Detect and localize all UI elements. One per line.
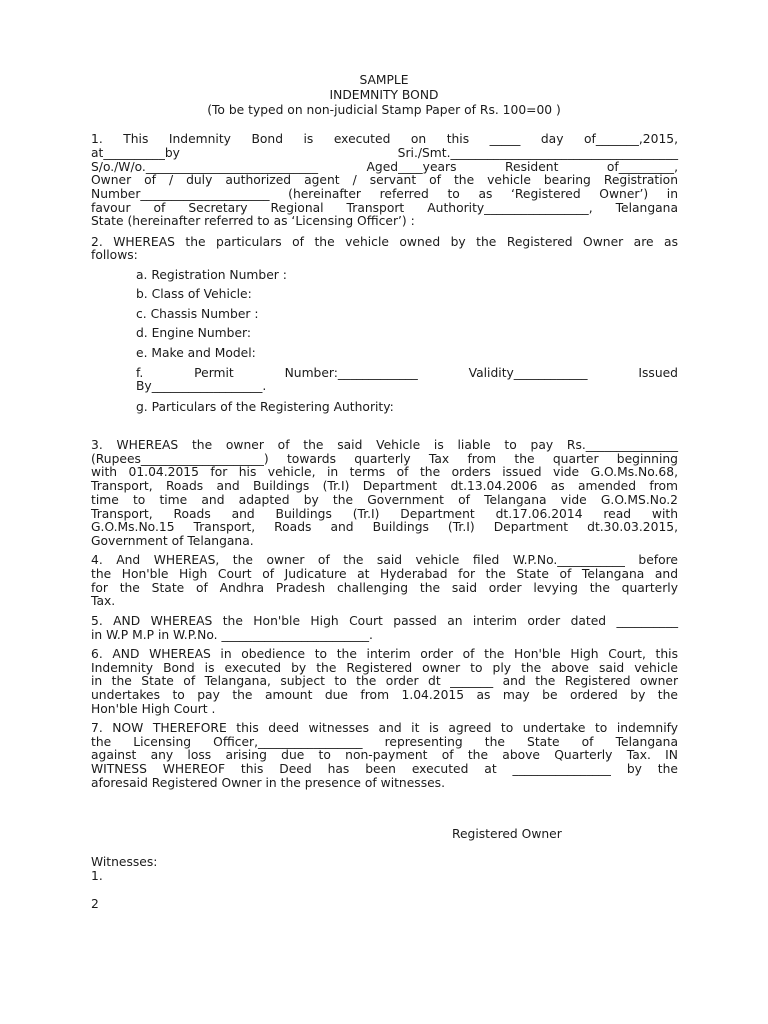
para3-line: Transport, Roads and Buildings (Tr.I) Department dt.13.04.2006 as amended from (91, 479, 678, 493)
para3-line: with 01.04.2015 for his vehicle, in terms of the orders issued vide G.O.Ms.No.68, (91, 465, 678, 479)
para1-line: 1. This Indemnity Bond is executed on this _____ day of_______,2015, (91, 132, 678, 146)
para3-line: time to time and adapted by the Government of Telangana vide G.O.MS.No.2 (91, 493, 678, 507)
para6-line: 6. AND WHEREAS in obedience to the interim order of the Hon'ble High Court, this (91, 647, 678, 661)
para5-line: in W.P M.P in W.P.No. ________________________. (91, 628, 373, 642)
para7-line: aforesaid Registered Owner in the presence of witnesses. (91, 776, 445, 790)
para6-line: Hon'ble High Court . (91, 702, 216, 716)
list-item: f. Permit Number:_____________ Validity____________ Issued (136, 366, 678, 380)
para7-line: WITNESS WHEREOF this Deed has been executed at ________________ by the (91, 762, 678, 776)
para1-line: State (hereinafter referred to as ‘Licensing Officer’) : (91, 214, 415, 228)
list-item: By__________________. (136, 379, 267, 393)
para7-line: against any loss arising due to non-payment of the above Quarterly Tax. IN (91, 748, 678, 762)
para1-line: Owner of / duly authorized agent / servant of the vehicle bearing Registration (91, 173, 678, 187)
list-item: c. Chassis Number : (136, 307, 259, 321)
para3-line: 3. WHEREAS the owner of the said Vehicle is liable to pay Rs._______________ (91, 438, 678, 452)
para5-line: 5. AND WHEREAS the Hon'ble High Court passed an interim order dated __________ (91, 614, 678, 628)
para6-line: undertakes to pay the amount due from 1.04.2015 as may be ordered by the (91, 688, 678, 702)
para4-line: Tax. (91, 594, 116, 608)
para3-line: (Rupees____________________) towards quarterly Tax from the quarter beginning (91, 452, 678, 466)
para7-line: 7. NOW THEREFORE this deed witnesses and it is agreed to undertake to indemnify (91, 721, 678, 735)
para2-line: 2. WHEREAS the particulars of the vehicle owned by the Registered Owner are as (91, 235, 678, 249)
witness-2: 2 (91, 897, 99, 911)
para1-line: Number_____________________ (hereinafter referred to as ‘Registered Owner’) in (91, 187, 678, 201)
list-item: a. Registration Number : (136, 268, 287, 282)
para3-line: G.O.Ms.No.15 Transport, Roads and Buildings (Tr.I) Department dt.30.03.2015, (91, 520, 678, 534)
list-item: b. Class of Vehicle: (136, 287, 252, 301)
para1-line: S/o./W/o.____________________________ Aged____years Resident of_________, (91, 160, 678, 174)
para6-line: in the State of Telangana, subject to the order dt _______ and the Registered owner (91, 674, 678, 688)
doc-stamp-note: (To be typed on non-judicial Stamp Paper of Rs. 100=00 ) (207, 103, 561, 117)
para4-line: the Hon'ble High Court of Judicature at Hyderabad for the State of Telangana and (91, 567, 678, 581)
doc-sample-label: SAMPLE (359, 73, 409, 87)
witnesses-heading: Witnesses: (91, 855, 158, 869)
list-item: d. Engine Number: (136, 326, 252, 340)
para1-line: favour of Secretary Regional Transport Authority_________________, Telangana (91, 201, 678, 215)
list-item: g. Particulars of the Registering Authority: (136, 400, 394, 414)
list-item: e. Make and Model: (136, 346, 256, 360)
registered-owner-signature: Registered Owner (452, 827, 562, 841)
para6-line: Indemnity Bond is executed by the Registered owner to ply the above said vehicle (91, 661, 678, 675)
para2-line: follows: (91, 248, 138, 262)
para1-line: at__________by Sri./Smt._____________________________________ (91, 146, 678, 160)
doc-title: INDEMNITY BOND (329, 88, 439, 102)
para4-line: for the State of Andhra Pradesh challenging the said order levying the quarterly (91, 581, 678, 595)
para3-line: Government of Telangana. (91, 534, 254, 548)
para4-line: 4. And WHEREAS, the owner of the said vehicle filed W.P.No.___________ before (91, 553, 678, 567)
para3-line: Transport, Roads and Buildings (Tr.I) Department dt.17.06.2014 read with (91, 507, 678, 521)
witness-1: 1. (91, 869, 103, 883)
para7-line: the Licensing Officer,_________________ representing the State of Telangana (91, 735, 678, 749)
